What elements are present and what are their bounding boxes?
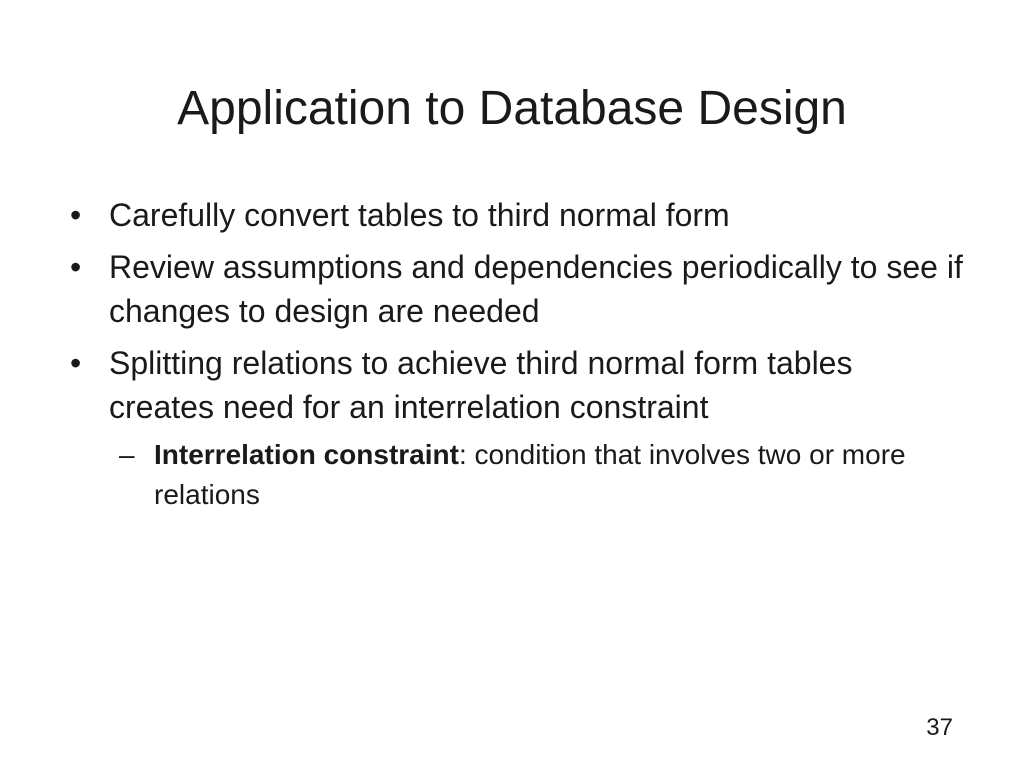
bullet-item (64, 341, 964, 515)
bullet-list (64, 193, 964, 523)
sub-bullet-item (109, 435, 964, 515)
bullet-item (64, 193, 964, 237)
slide-title: Application to Database Design (177, 82, 847, 135)
sub-bullet-marker: – (119, 439, 135, 470)
bullet-text: Carefully convert tables to third normal form (109, 197, 730, 233)
bullet-marker: • (70, 249, 82, 285)
sub-bullet-list (109, 435, 964, 515)
slide-number: 37 (926, 714, 953, 741)
bullet-text: Review assumptions and dependencies periodically to see if changes to design are needed (109, 249, 963, 329)
bullet-text: Splitting relations to achieve third normal form tables creates need for an interrelation constraint (109, 345, 853, 425)
definition-term: Interrelation constraint (154, 439, 459, 470)
bullet-item (64, 245, 964, 333)
bullet-marker: • (70, 197, 82, 233)
definition-text: : condition that involves two or more relations (154, 439, 906, 510)
bullet-marker: • (70, 345, 82, 381)
